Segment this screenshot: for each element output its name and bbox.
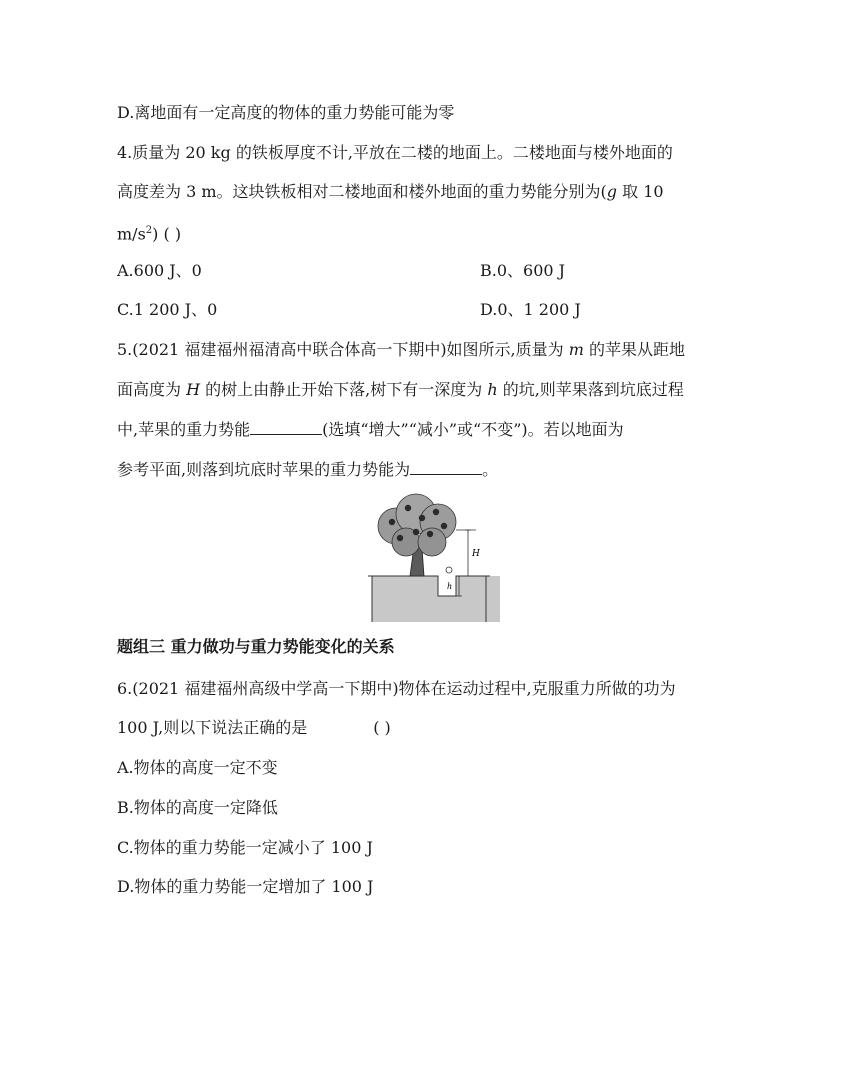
q5-stem-line-4 xyxy=(117,460,498,480)
q4-stem-text: 高度差为 3 m。这块铁板相对二楼地面和楼外地面的重力势能分别为( xyxy=(117,182,607,201)
q4-option-b: B.0、600 J xyxy=(480,261,566,280)
q4-unit: m/s xyxy=(117,224,146,244)
answer-blank-1[interactable] xyxy=(250,420,322,435)
q4-stem-line-2 xyxy=(117,182,664,202)
q5-stem-line-2 xyxy=(117,380,684,400)
ground xyxy=(372,576,500,622)
label-h: h xyxy=(447,582,453,591)
q4-stem-line-1: 4.质量为 20 kg 的铁板厚度不计,平放在二楼的地面上。二楼地面与楼外地面的 xyxy=(117,143,673,162)
q5-text-1a: 5.(2021 福建福州福清高中联合体高一下期中)如图所示,质量为 xyxy=(117,340,569,359)
section-title: 题组三 重力做功与重力势能变化的关系 xyxy=(117,637,395,656)
q6-option-d: D.物体的重力势能一定增加了 100 J xyxy=(117,877,374,896)
h-symbol: h xyxy=(487,380,498,399)
q3-option-d: D.离地面有一定高度的物体的重力势能可能为零 xyxy=(117,103,455,122)
q6-option-a: A.物体的高度一定不变 xyxy=(117,758,278,777)
q5-stem-line-1 xyxy=(117,340,685,360)
q5-text-2a: 面高度为 xyxy=(117,380,187,399)
H-symbol: H xyxy=(186,380,201,399)
falling-apple xyxy=(446,567,452,573)
q6-option-c: C.物体的重力势能一定减小了 100 J xyxy=(117,838,373,857)
q4-answer-paren: ) ( ) xyxy=(152,224,182,244)
q5-text-1b: 的苹果从距地 xyxy=(583,340,685,359)
g-symbol: g xyxy=(606,182,618,201)
apple-tree-figure xyxy=(360,492,500,622)
q4-option-a: A.600 J、0 xyxy=(117,261,202,280)
q4-unit-exponent: 2 xyxy=(145,225,153,236)
q6-answer-paren: ( ) xyxy=(373,718,391,737)
q4-option-d: D.0、1 200 J xyxy=(480,300,581,319)
q6-stem-line-2 xyxy=(117,718,391,738)
q5-text-2b: 的树上由静止开始下落,树下有一深度为 xyxy=(200,380,488,399)
q4-stem-line-3 xyxy=(117,221,181,244)
q6-stem-line-1: 6.(2021 福建福州高级中学高一下期中)物体在运动过程中,克服重力所做的功为 xyxy=(117,679,676,698)
q5-text-4a: 参考平面,则落到坑底时苹果的重力势能为 xyxy=(117,460,411,479)
q4-stem-tail: 取 10 xyxy=(617,182,664,201)
answer-blank-2[interactable] xyxy=(410,460,482,475)
q6-option-b: B.物体的高度一定降低 xyxy=(117,798,278,817)
m-symbol: m xyxy=(568,340,584,359)
label-H: H xyxy=(472,549,480,559)
q5-stem-line-3 xyxy=(117,420,624,440)
q5-text-4b: 。 xyxy=(482,460,499,479)
q5-text-3b: (选填“增大”“减小”或“不变”)。若以地面为 xyxy=(322,420,624,439)
q5-text-2c: 的坑,则苹果落到坑底过程 xyxy=(497,380,684,399)
q5-text-3a: 中,苹果的重力势能 xyxy=(117,420,251,439)
q6-stem-text: 100 J,则以下说法正确的是 xyxy=(117,718,308,737)
q4-option-c: C.1 200 J、0 xyxy=(117,300,218,319)
